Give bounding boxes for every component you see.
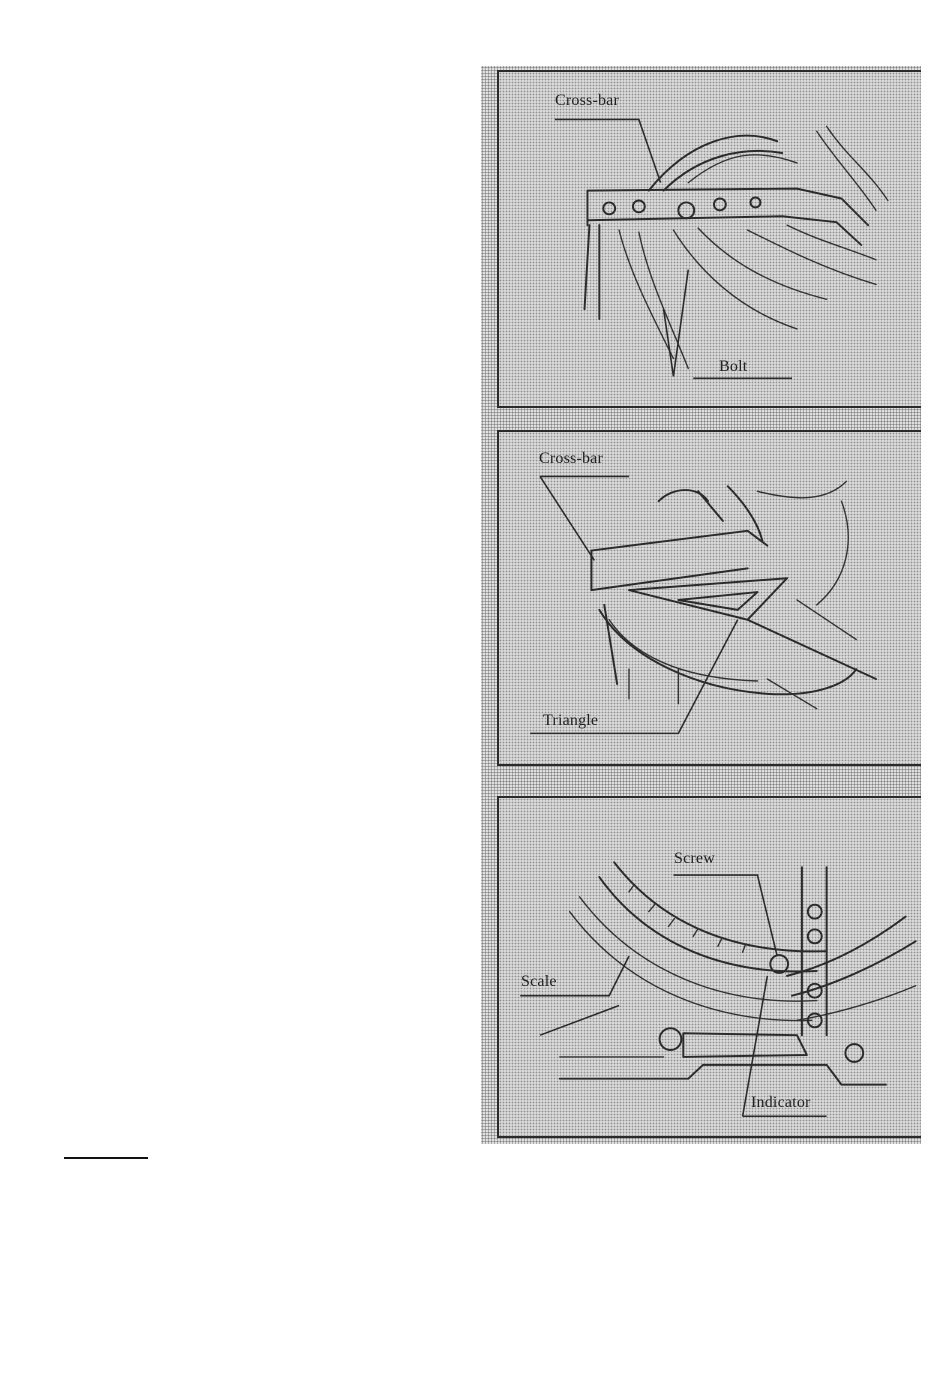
crossbar-bolt-drawing [499, 72, 921, 406]
callout-bolt: Bolt [719, 358, 748, 375]
callout-screw: Screw [674, 850, 715, 867]
figure-screw-scale-indicator [497, 796, 921, 1138]
callout-cross-bar: Cross-bar [555, 92, 620, 109]
callout-triangle: Triangle [543, 712, 599, 729]
figure-crossbar-bolt [497, 70, 921, 408]
callout-scale: Scale [521, 973, 557, 990]
figure-crossbar-triangle [497, 430, 921, 766]
callout-indicator: Indicator [751, 1094, 811, 1111]
screw-scale-indicator-drawing [499, 798, 921, 1136]
callout-cross-bar: Cross-bar [539, 450, 604, 467]
section-underline-rule [64, 1157, 148, 1159]
